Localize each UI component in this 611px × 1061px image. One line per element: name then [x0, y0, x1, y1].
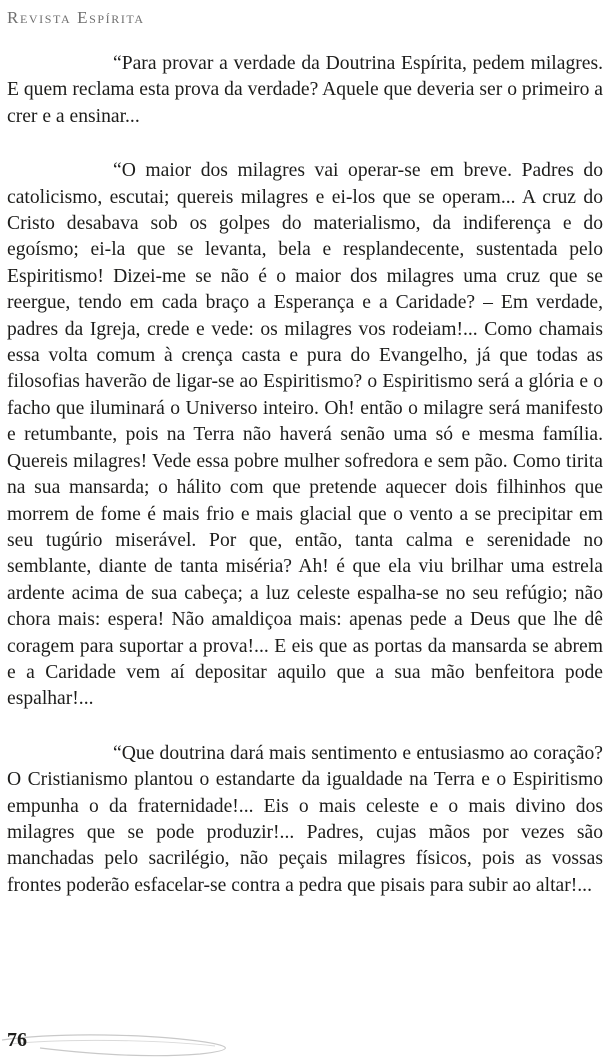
paragraph-3: “Que doutrina dará mais sentimento e entusiasmo ao coração? O Cristianismo plantou o estandarte da igualdade na Terra e o Espiritismo empunha o da fraternidade!... Eis o mais celeste e o mais divino dos milagres que se pode produzir!... Padres, cujas mãos por vezes são manchadas pelo sacrilégio, não peçais milagres físicos, pois as vossas frontes poderão esfacelar-se contra a pedra que pisais para subir ao altar!... — [7, 742, 603, 896]
swoosh-stroke-2 — [10, 1040, 215, 1046]
body-text — [7, 51, 603, 927]
running-header: Revista Espírita — [7, 8, 145, 27]
page-number: 76 — [7, 1029, 27, 1051]
swoosh-stroke-1 — [2, 1035, 225, 1056]
footer-swoosh-decoration — [0, 1028, 260, 1058]
paragraph-1: “Para provar a verdade da Doutrina Espírita, pedem milagres. E quem reclama esta prova da verdade? Aquele que deveria ser o primeiro a crer e a ensinar... — [7, 53, 603, 127]
paragraph-2: “O maior dos milagres vai operar-se em breve. Padres do catolicismo, escutai; quereis milagres e ei-los que se operam... A cruz do Cristo desabava sob os golpes do materialismo, da indiferença e do egoísmo; ei-la que se levanta, bela e resplandecente, sustentada pelo Espiritismo! Dizei-me se não é o maior dos milagres uma cruz que se reergue, tendo em cada braço a Esperança e a Caridade? – Em verdade, padres da Igreja, crede e vede: os milagres vos rodeiam!... Como chamais essa volta comum à crença casta e pura do Evangelho, já que todas as filosofias haverão de ligar-se ao Espiritismo? o Espiritismo será a glória e o facho que iluminará o Universo inteiro. Oh! então o milagre será manifesto e retumbante, pois na Terra não haverá senão uma só e mesma família. Quereis milagres! Vede essa pobre mulher sofredora e sem pão. Como tirita na sua mansarda; o hálito com que pretende aquecer dois filhinhos que morrem de fome é mais frio e mais glacial que o vento a se precipitar em seu tugúrio miserável. Por que, então, tanta calma e serenidade no semblante, diante de tanta miséria? Ah! é que ela viu brilhar uma estrela ardente acima de sua cabeça; a luz celeste espalha-se no seu refúgio; não chora mais: espera! Não amaldiçoa mais: apenas pede a Deus que lhe dê coragem para suportar a prova!... E eis que as portas da mansarda se abrem e a Caridade vem aí depositar aquilo que a sua mão benfeitora pode espalhar!... — [7, 160, 603, 710]
